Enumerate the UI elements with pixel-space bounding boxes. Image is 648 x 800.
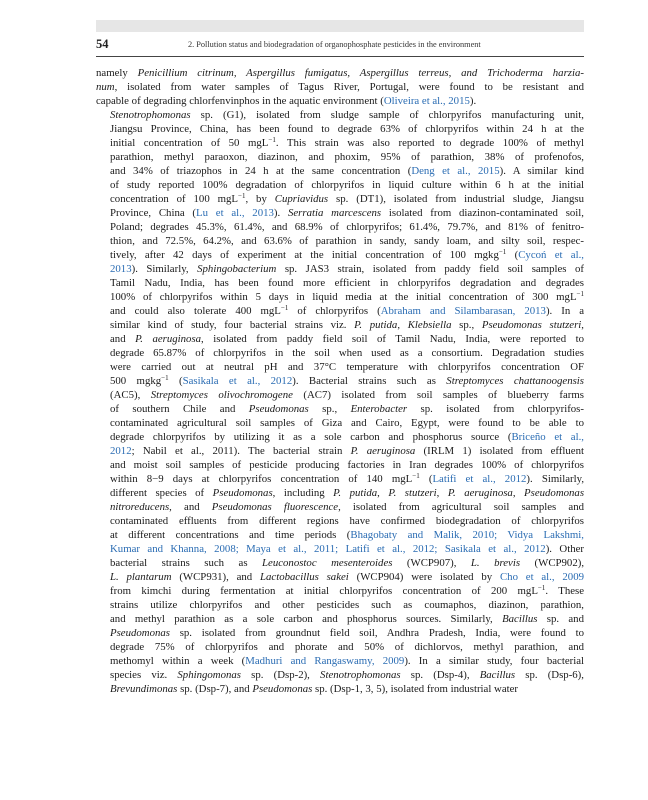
text-line xyxy=(96,528,584,542)
text-line xyxy=(96,584,584,598)
text-run: namely xyxy=(96,67,138,79)
text-run: ). Similarly, xyxy=(526,473,585,485)
text-run: sp. (G1), isolated from sludge sample of chlorpyrifos manufacturing unit, xyxy=(190,109,584,121)
paragraph xyxy=(96,108,584,696)
paragraph xyxy=(96,66,584,108)
text-run: sp. (Dsp-6), xyxy=(515,669,584,681)
text-run: concentration of 100 mgL xyxy=(110,193,239,205)
text-run: of chlorpyrifos ( xyxy=(288,305,381,317)
text-run: sp., xyxy=(308,403,351,415)
text-run: (WCP907), xyxy=(392,557,471,569)
text-line xyxy=(96,430,584,444)
italic-term: P. putida xyxy=(333,487,378,499)
text-run: degrade 65.87% of chlorpyrifos in the soil when used as a consortium. Degradation studies xyxy=(110,347,584,359)
text-line xyxy=(96,682,584,696)
text-run: sp. JAS3 strain, isolated from paddy field soil samples of xyxy=(276,263,584,275)
superscript: −1 xyxy=(498,248,507,256)
text-run: Jiangsu Province, China, has been found to degrade 63% of chlorpyrifos within 24 h at the xyxy=(110,123,584,135)
text-run: degrade 75% of chlorpyrifos and phorate and 50% of dichlorvos, methyl parathion, and xyxy=(110,641,584,653)
text-line xyxy=(96,150,584,164)
text-line xyxy=(96,654,584,668)
text-line xyxy=(96,458,584,472)
italic-term: P. stutzeri xyxy=(388,487,437,499)
text-line xyxy=(96,276,584,290)
italic-term: Pseudomonas xyxy=(252,683,313,695)
citation-link[interactable]: Sasikala et al., 2012 xyxy=(182,375,293,387)
text-run: 100% of chlorpyrifos within 5 days in liquid media at the initial concentration of 300 mgL xyxy=(110,291,577,303)
text-run: , xyxy=(512,487,525,499)
text-run: sp. isolated from groundnut field soil, Andhra Pradesh, India, were found to xyxy=(169,627,584,639)
text-line xyxy=(96,318,584,332)
text-run: bacterial strains such as xyxy=(110,557,263,569)
text-run: and methyl parathion as a sole carbon and phosphorus sources. Similarly, xyxy=(110,613,503,625)
text-run: and 34% of triazophos in 24 h at the same concentration ( xyxy=(110,165,412,177)
citation-link[interactable]: Deng et al., 2015 xyxy=(411,165,500,177)
text-line xyxy=(96,388,584,402)
text-line xyxy=(96,178,584,192)
text-run: ). xyxy=(273,207,288,219)
text-line xyxy=(96,402,584,416)
text-run: , isolated from water samples of Tagus River, Portugal, were found to be resistant and xyxy=(114,81,584,93)
text-run: were carried out at neutral pH and 37°C temperature with chlorpyrifos concentration OF xyxy=(110,361,584,373)
text-line xyxy=(96,514,584,528)
italic-term: L. plantarum xyxy=(110,571,172,583)
text-run: of southern Chile and xyxy=(110,403,249,415)
text-run: parathion, methyl paraoxon, diazinon, and phoxim, 95% of parathion, 38% of profenofos, xyxy=(110,151,584,163)
italic-term: P. aeruginosa xyxy=(350,445,416,457)
text-run: (WCP904) were isolated by xyxy=(348,571,500,583)
italic-term: Cupriavidus xyxy=(274,193,329,205)
text-run: sp. (DT1), isolated from industrial sludge, Jiangsu xyxy=(328,193,584,205)
citation-link[interactable]: 2012 xyxy=(110,445,132,457)
text-run: ; Nabil et al., 2011). The bacterial strain xyxy=(131,445,351,457)
text-run: , isolated from paddy field soil of Tamil Nadu, India, were reported to xyxy=(201,333,584,345)
text-run: at different concentrations and time periods ( xyxy=(110,529,351,541)
text-run: , xyxy=(377,487,389,499)
text-line xyxy=(96,66,584,80)
italic-term: Sphingomonas xyxy=(177,669,241,681)
text-run: ( xyxy=(506,249,519,261)
text-run: sp., xyxy=(451,319,482,331)
text-line xyxy=(96,234,584,248)
italic-term: L. brevis xyxy=(470,557,521,569)
italic-term: Bacillus xyxy=(502,613,538,625)
text-run: , xyxy=(436,487,448,499)
text-run: ). Other xyxy=(545,543,584,555)
italic-term: num xyxy=(96,81,115,93)
text-line xyxy=(96,416,584,430)
text-line xyxy=(96,304,584,318)
text-line xyxy=(96,80,584,94)
text-run: ( xyxy=(168,375,183,387)
text-run: (WCP902), xyxy=(520,557,585,569)
text-line xyxy=(96,108,584,122)
text-run: capable of degrading chlorfenvinphos in the aquatic environment ( xyxy=(96,95,384,107)
superscript: −1 xyxy=(537,584,546,592)
text-run: , by xyxy=(245,193,275,205)
italic-term: Pseudomonas xyxy=(248,403,309,415)
text-line xyxy=(96,360,584,374)
text-line xyxy=(96,486,584,500)
text-run: sp. (Dsp-7), and xyxy=(177,683,253,695)
text-run: (WCP931), and xyxy=(171,571,261,583)
text-line xyxy=(96,192,584,206)
text-line xyxy=(96,626,584,640)
text-run: from kimchi during fermentation at initial chlorpyrifos concentration of 200 mgL xyxy=(110,585,538,597)
text-run: (IRLM 1) isolated from effluent xyxy=(415,445,584,457)
text-run: Province, China ( xyxy=(110,207,197,219)
text-line xyxy=(96,612,584,626)
text-run: ). xyxy=(469,95,477,107)
text-line xyxy=(96,668,584,682)
text-line xyxy=(96,374,584,388)
text-line xyxy=(96,136,584,150)
text-run: . This strain was also reported to degrade 100% of methyl xyxy=(275,137,584,149)
italic-term: Penicillium citrinum, Aspergillus fumigatus, Aspergillus terreus, and Trichoderma harzia- xyxy=(137,67,584,79)
italic-term: Pseudomonas xyxy=(212,487,273,499)
page-number: 54 xyxy=(96,37,109,51)
italic-term: Enterobacter xyxy=(350,403,408,415)
italic-term: Lactobacillus sakei xyxy=(260,571,349,583)
superscript: −1 xyxy=(412,472,420,480)
text-run: strains utilize chlorpyrifos and other pesticides such as coumaphos, diazinon, parathion, xyxy=(110,599,584,611)
citation-link[interactable]: Kumar and Khanna, 2008; Maya et al., 2011; Latifi et al., 2012; Sasikala et al., 2012 xyxy=(110,543,546,555)
text-run: (AC5), xyxy=(110,389,151,401)
italic-term: Pseudomonas xyxy=(524,487,585,499)
text-run: sp. (Dsp-2), xyxy=(240,669,321,681)
italic-term: Pseudomonas xyxy=(110,627,170,639)
text-line xyxy=(96,290,584,304)
text-run: thion, and 72.5%, 64.2%, and 63.6% of parathion in sandy, sandy loam, and silty soil, respec- xyxy=(110,235,584,247)
italic-term: Stenotrophomonas xyxy=(110,109,191,121)
text-run: sp. (Dsp-4), xyxy=(400,669,480,681)
citation-link[interactable]: Lu et al., 2013 xyxy=(196,207,274,219)
top-gray-band xyxy=(96,20,584,32)
text-run: within 8−9 days at chlorpyrifos concentration of 140 mgL xyxy=(110,473,413,485)
text-run: Poland; degrades 45.3%, 61.4%, and 68.9% of chlorpyrifos; 61.4%, 79.7%, and 81% of fenitro- xyxy=(110,221,584,233)
running-title: 2. Pollution status and biodegradation of organophosphate pesticides in the environment xyxy=(188,40,481,49)
text-line xyxy=(96,164,584,178)
page-header xyxy=(96,36,584,57)
text-run: degrade chlorpyrifos by utilizing it as a sole carbon and phosphorus source ( xyxy=(110,431,512,443)
text-run: ). In a similar study, four bacterial xyxy=(404,655,584,667)
citation-link[interactable]: 2013 xyxy=(110,263,132,275)
text-line xyxy=(96,220,584,234)
citation-link[interactable]: Madhuri and Rangaswamy, 2009 xyxy=(245,655,405,667)
text-line xyxy=(96,122,584,136)
text-run: Tamil Nadu, India, has been found more efficient in chlorpyrifos degradation and degrades xyxy=(110,277,584,289)
text-run: sp. isolated from chlorpyrifos- xyxy=(407,403,584,415)
body-text xyxy=(96,66,584,696)
italic-term: Bacillus xyxy=(479,669,516,681)
text-line xyxy=(96,444,584,458)
text-run: , isolated from agricultural soil samples and xyxy=(338,501,585,513)
italic-term: Serratia marcescens xyxy=(287,207,382,219)
text-run: (AC7) isolated from soil samples of blueberry farms xyxy=(292,389,584,401)
citation-link[interactable]: Latifi et al., 2012 xyxy=(432,473,527,485)
text-run: contaminated effluents from different regions have confirmed biodegradation of chlorpyrifos xyxy=(110,515,584,527)
text-run: sp. and xyxy=(537,613,584,625)
italic-term: Sphingobacterium xyxy=(197,263,277,275)
italic-term: Klebsiella xyxy=(407,319,452,331)
italic-term: Leuconostoc mesenteroides xyxy=(262,557,393,569)
superscript: −1 xyxy=(238,192,246,200)
italic-term: Brevundimonas xyxy=(110,683,178,695)
italic-term: Pseudomonas stutzeri xyxy=(481,319,582,331)
italic-term: P. aeruginosa xyxy=(135,333,202,345)
text-run: 500 mgkg xyxy=(110,375,162,387)
italic-term: Stenotrophomonas xyxy=(320,669,401,681)
text-line xyxy=(96,500,584,514)
text-run: isolated from diazinon-contaminated soil, xyxy=(381,207,585,219)
citation-link[interactable]: Briceño et al., xyxy=(511,431,584,443)
citation-link[interactable]: Bhagobaty and Malik, 2010; Vidya Lakshmi, xyxy=(350,529,584,541)
italic-term: P. aeruginosa xyxy=(447,487,513,499)
text-run: , and xyxy=(169,501,212,513)
text-run: methomyl within a week ( xyxy=(110,655,246,667)
citation-link[interactable]: Abraham and Silambarasan, 2013 xyxy=(380,305,546,317)
text-run: ). A similar kind xyxy=(499,165,585,177)
text-run: and xyxy=(110,333,136,345)
text-line xyxy=(96,472,584,486)
citation-link[interactable]: Cho et al., 2009 xyxy=(499,571,584,583)
text-run: ( xyxy=(419,473,433,485)
text-run: tively, after 42 days of experiment at the initial concentration of 100 mgkg xyxy=(110,249,499,261)
superscript: −1 xyxy=(161,374,169,382)
italic-term: Streptomyces olivochromogene xyxy=(150,389,293,401)
text-run: contaminated agricultural soil samples of Giza and Cairo, Egypt, were found to be able to xyxy=(110,417,584,429)
text-line xyxy=(96,248,584,262)
text-run: ). In a xyxy=(545,305,585,317)
text-run: species viz. xyxy=(110,669,178,681)
text-line xyxy=(96,542,584,556)
citation-link[interactable]: Oliveira et al., 2015 xyxy=(383,95,470,107)
text-run: ). Similarly, xyxy=(131,263,198,275)
italic-term: Pseudomonas fluorescence xyxy=(211,501,339,513)
italic-term: Streptomyces chattanoogensis xyxy=(446,375,584,387)
text-line xyxy=(96,206,584,220)
citation-link[interactable]: Cycoń et al., xyxy=(518,249,584,261)
text-run: of study reported 100% degradation of chlorpyrifos in liquid culture within 6 h at the initial xyxy=(110,179,584,191)
text-line xyxy=(96,332,584,346)
text-run: and moist soil samples of pesticide producing factories in Iran degrades 100% of chlorpyrifos xyxy=(110,459,584,471)
text-run: sp. (Dsp-1, 3, 5), isolated from industrial water xyxy=(312,683,519,695)
text-run: ). Bacterial strains such as xyxy=(292,375,447,387)
superscript: −1 xyxy=(280,304,289,312)
text-line xyxy=(96,346,584,360)
text-line xyxy=(96,262,584,276)
text-run: , including xyxy=(272,487,334,499)
italic-term: nitroreducens xyxy=(110,501,170,513)
superscript: −1 xyxy=(268,136,276,144)
text-run: different species of xyxy=(110,487,213,499)
text-run: . These xyxy=(545,585,585,597)
text-run: initial concentration of 50 mgL xyxy=(110,137,269,149)
text-line xyxy=(96,570,584,584)
text-run: and could also tolerate 400 mgL xyxy=(110,305,281,317)
text-line xyxy=(96,598,584,612)
text-run: similar kind of study, four bacterial strains viz. xyxy=(110,319,355,331)
italic-term: P. putida xyxy=(354,319,398,331)
text-line xyxy=(96,640,584,654)
text-run: , xyxy=(581,319,584,331)
superscript: −1 xyxy=(576,290,584,298)
text-line xyxy=(96,556,584,570)
text-line xyxy=(96,94,584,108)
text-run: , xyxy=(397,319,408,331)
